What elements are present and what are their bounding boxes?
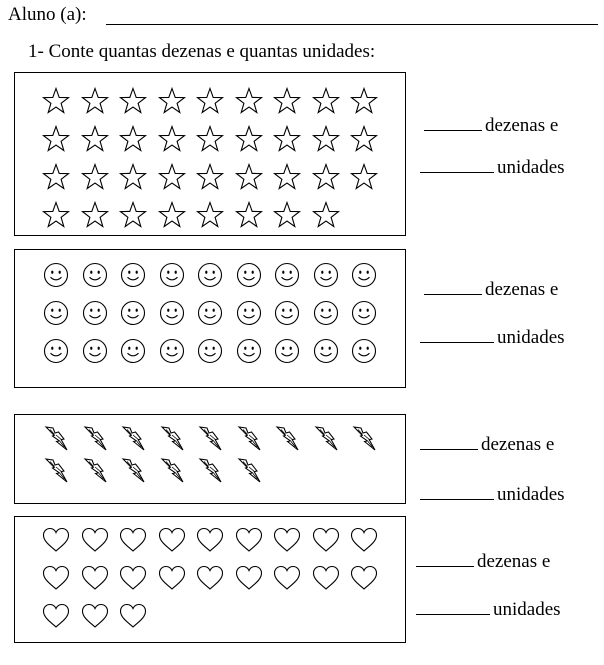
lightning-icon [114,457,153,489]
star-icon [37,163,76,201]
heart-icon [230,565,269,603]
heart-icon [345,565,384,603]
smileys-units-label: unidades [497,327,565,348]
star-icon [230,201,269,239]
heart-icon [153,527,192,565]
star-icon [191,163,230,201]
lightning-icon [268,425,307,457]
heart-icon [114,527,153,565]
heart-icon [191,527,230,565]
lightning-tens-label: dezenas e [481,434,555,455]
smiley-icon [230,262,269,300]
smiley-icon [114,300,153,338]
lightning-box [14,414,406,504]
heart-icon [76,603,115,641]
heart-icon [76,527,115,565]
star-icon [268,163,307,201]
heart-icon [76,565,115,603]
star-icon [153,163,192,201]
heart-icon [191,565,230,603]
lightning-icon [114,425,153,457]
star-icon [37,87,76,125]
lightning-tens-blank[interactable] [420,431,478,450]
star-icon [153,87,192,125]
smiley-icon [345,338,384,376]
lightning-tens-answer [420,431,554,456]
smileys-box [14,249,406,388]
student-name-label: Aluno (a): [8,4,87,25]
lightning-grid [37,425,409,489]
smiley-icon [114,262,153,300]
star-icon [230,125,269,163]
hearts-box [14,516,406,643]
smiley-icon [268,338,307,376]
smiley-icon [37,262,76,300]
heart-icon [307,527,346,565]
heart-icon [268,527,307,565]
student-name-field[interactable] [106,24,598,25]
smiley-icon [37,300,76,338]
star-icon [153,201,192,239]
smileys-tens-blank[interactable] [424,276,482,295]
lightning-icon [153,425,192,457]
star-icon [153,125,192,163]
smiley-icon [307,338,346,376]
stars-units-label: unidades [497,157,565,178]
smiley-icon [307,300,346,338]
hearts-units-blank[interactable] [416,596,490,615]
smiley-icon [76,262,115,300]
hearts-tens-blank[interactable] [416,548,474,567]
heart-icon [114,603,153,641]
lightning-icon [230,457,269,489]
heart-icon [114,565,153,603]
heart-icon [153,565,192,603]
smiley-icon [345,300,384,338]
lightning-icon [307,425,346,457]
star-icon [268,201,307,239]
star-icon [345,87,384,125]
lightning-icon [37,457,76,489]
star-icon [307,201,346,239]
star-icon [76,163,115,201]
star-icon [307,87,346,125]
smileys-units-blank[interactable] [420,324,494,343]
stars-units-answer [420,154,565,179]
star-icon [114,87,153,125]
student-name-row [8,4,598,30]
smiley-icon [37,338,76,376]
lightning-icon [153,457,192,489]
lightning-icon [76,425,115,457]
star-icon [76,201,115,239]
stars-units-blank[interactable] [420,154,494,173]
lightning-units-label: unidades [497,484,565,505]
star-icon [230,163,269,201]
smiley-icon [230,338,269,376]
stars-grid [37,87,409,239]
smiley-icon [153,262,192,300]
smiley-icon [268,300,307,338]
hearts-tens-label: dezenas e [477,551,551,572]
smileys-grid [37,262,409,376]
smileys-tens-label: dezenas e [485,279,559,300]
smiley-icon [76,338,115,376]
smiley-icon [114,338,153,376]
lightning-units-blank[interactable] [420,481,494,500]
smiley-icon [191,262,230,300]
lightning-units-answer [420,481,565,506]
star-icon [114,125,153,163]
lightning-icon [37,425,76,457]
question-title: 1- Conte quantas dezenas e quantas unidades: [28,41,376,62]
heart-icon [268,565,307,603]
heart-icon [37,527,76,565]
heart-icon [345,527,384,565]
lightning-icon [191,457,230,489]
stars-tens-label: dezenas e [485,115,559,136]
smiley-icon [307,262,346,300]
smiley-icon [76,300,115,338]
stars-tens-blank[interactable] [424,112,482,131]
heart-icon [37,565,76,603]
lightning-icon [191,425,230,457]
star-icon [345,163,384,201]
hearts-tens-answer [416,548,550,573]
star-icon [114,163,153,201]
star-icon [268,125,307,163]
star-icon [307,163,346,201]
stars-box [14,72,406,236]
star-icon [345,125,384,163]
heart-icon [230,527,269,565]
lightning-icon [230,425,269,457]
stars-tens-answer [424,112,558,137]
hearts-units-label: unidades [493,599,561,620]
lightning-icon [345,425,384,457]
star-icon [307,125,346,163]
smiley-icon [153,338,192,376]
smiley-icon [345,262,384,300]
star-icon [230,87,269,125]
smiley-icon [153,300,192,338]
star-icon [76,125,115,163]
smiley-icon [268,262,307,300]
star-icon [37,125,76,163]
lightning-icon [76,457,115,489]
hearts-grid [37,527,409,641]
star-icon [191,201,230,239]
star-icon [76,87,115,125]
star-icon [268,87,307,125]
star-icon [114,201,153,239]
smileys-units-answer [420,324,565,349]
star-icon [191,87,230,125]
heart-icon [37,603,76,641]
smileys-tens-answer [424,276,558,301]
star-icon [191,125,230,163]
smiley-icon [230,300,269,338]
smiley-icon [191,338,230,376]
smiley-icon [191,300,230,338]
heart-icon [307,565,346,603]
star-icon [37,201,76,239]
hearts-units-answer [416,596,561,621]
